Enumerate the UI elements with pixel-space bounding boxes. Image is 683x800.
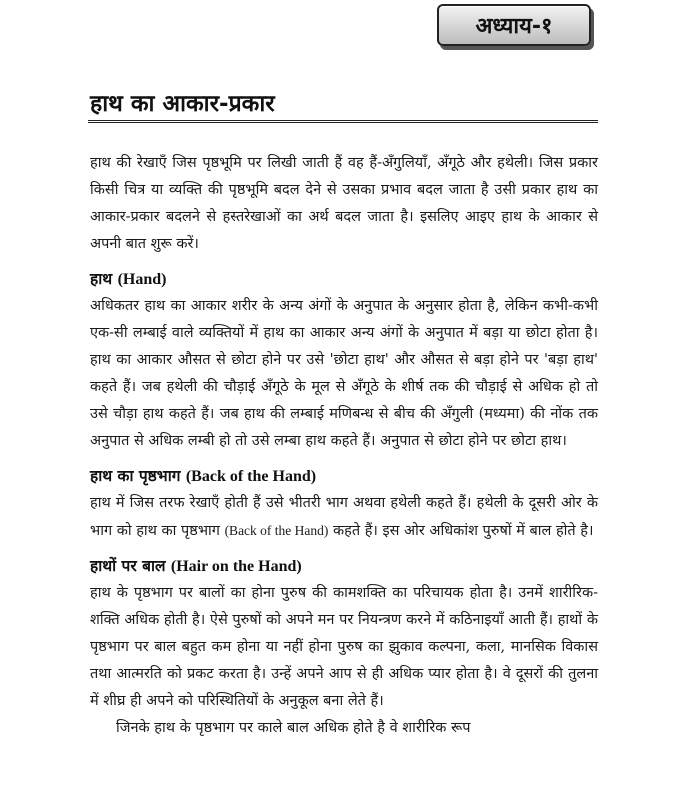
section-heading-back-of-hand <box>90 463 598 490</box>
section-heading-hair-on-hand-en: (Hair on the Hand) <box>170 558 302 575</box>
section-heading-hair-on-hand <box>90 553 598 580</box>
back-of-hand-text-after: कहते हैं। इस ओर अधिकांश पुरुषों में बाल होते है। <box>333 523 594 539</box>
section-heading-hand-hi: हाथ <box>90 270 113 288</box>
section-heading-back-of-hand-hi: हाथ का पृष्ठभाग <box>90 467 181 485</box>
page-body <box>90 150 598 742</box>
section-paragraph-hair-continued: जिनके हाथ के पृष्ठभाग पर काले बाल अधिक होते है वे शारीरिक रूप <box>116 720 471 736</box>
intro-paragraph: हाथ की रेखाएँ जिस पृष्ठभूमि पर लिखी जाती हैं वह हैं-अँगुलियाँ, अँगूठे और हथेली। जिस प्रकार किसी चित्र या व्यक्ति की पृष्ठभूमि बदल देने से उसका प्रभाव बदल जाता है उसी प्रकार हाथ का आकार-प्रकार बदलने से हस्तरेखाओं का अर्थ बदल जाता है। इसलिए आइए हाथ के आकार से अपनी बात शुरू करें। <box>90 155 598 252</box>
section-heading-hand-en: (Hand) <box>117 271 167 288</box>
back-of-hand-text-en: (Back of the Hand) <box>224 523 329 538</box>
section-heading-back-of-hand-en: (Back of the Hand) <box>185 468 317 485</box>
section-heading-hand <box>90 266 598 293</box>
section-paragraph-hair-on-hand: हाथ के पृष्ठभाग पर बालों का होना पुरुष की कामशक्ति का परिचायक होता है। उनमें शारीरिक-शक्ति अधिक होती है। ऐसे पुरुषों को अपने मन पर नियन्त्रण करने में कठिनाइयाँ आती हैं। हाथों के पृष्ठभाग पर बाल बहुत कम होना या नहीं होना पुरुष का झुकाव कल्पना, कला, मानसिक विकास तथा आत्मरति को प्रकट करता है। उन्हें अपने आप से ही अधिक प्यार होता है। वे दूसरों की तुलना में शीघ्र ही अपने को परिस्थितियों के अनुकूल बना लेते हैं। <box>90 585 598 709</box>
section-heading-hair-on-hand-hi: हाथों पर बाल <box>90 557 166 575</box>
chapter-tab <box>437 4 591 46</box>
chapter-title: हाथ का आकार-प्रकार <box>90 91 275 117</box>
section-paragraph-back-of-hand <box>90 490 598 545</box>
title-divider <box>88 120 598 123</box>
back-of-hand-text-before: हाथ में जिस तरफ रेखाएँ होती हैं उसे भीतरी भाग अथवा हथेली कहते हैं। हथेली के दूसरी ओर के भाग को हाथ का पृष्ठभाग <box>90 495 598 539</box>
chapter-label: अध्याय-१ <box>475 14 553 39</box>
section-paragraph-hand: अधिकतर हाथ का आकार शरीर के अन्य अंगों के अनुपात के अनुसार होता है, लेकिन कभी-कभी एक-सी लम्बाई वाले व्यक्तियों में हाथ का आकार अन्य अंगों के अनुपात में बड़ा या छोटा होता है। हाथ का आकार औसत से छोटा होने पर उसे 'छोटा हाथ' और औसत से बड़ा होने पर 'बड़ा हाथ' कहते हैं। जब हथेली की चौड़ाई अँगूठे के मूल से अँगूठे के शीर्ष तक की चौड़ाई से अधिक हो तो उसे चौड़ा हाथ कहते हैं। जब हाथ की लम्बाई मणिबन्ध से बीच की अँगुली (मध्यमा) की नोंक तक अनुपात से अधिक लम्बी हो तो उसे लम्बा हाथ कहते हैं। अनुपात से छोटा होने पर छोटा हाथ। <box>90 298 598 449</box>
